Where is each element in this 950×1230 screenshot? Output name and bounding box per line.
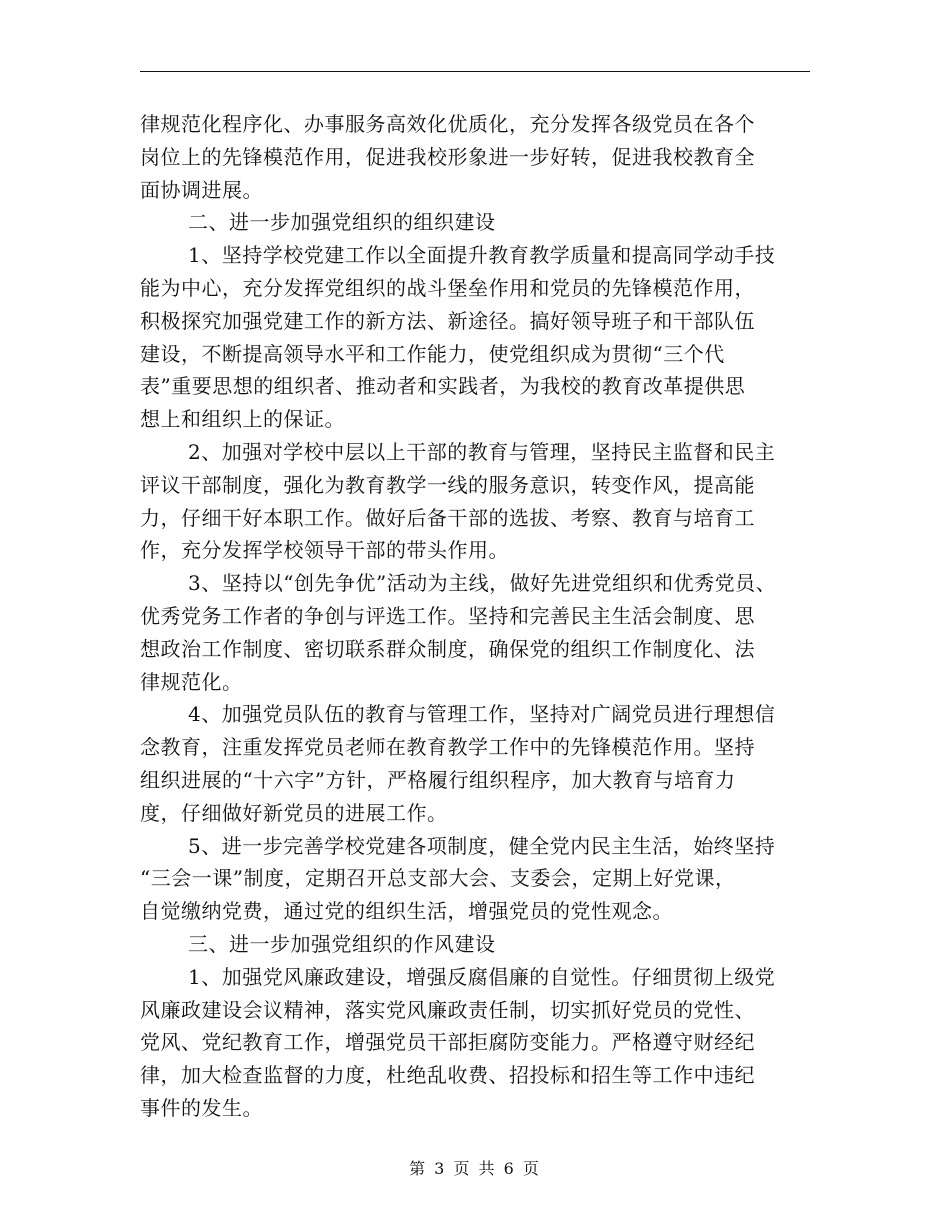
text-line: 力，仔细干好本职工作。做好后备干部的选拔、考察、教育与培育工: [140, 505, 755, 530]
section-heading: 三、进一步加强党组织的作风建设: [188, 931, 496, 956]
text-line: 组织进展的“十六字”方针，严格履行组织程序，加大教育与培育力: [140, 767, 736, 792]
text-line: 面协调进展。: [140, 177, 263, 202]
text-line: 5、进一步完善学校党建各项制度，健全党内民主生活，始终坚持: [188, 833, 776, 858]
text-line: 作，充分发挥学校领导干部的带头作用。: [140, 538, 509, 563]
text-line: 评议干部制度，强化为教育教学一线的服务意识，转变作风，提高能: [140, 472, 755, 497]
text-line: 律，加大检查监督的力度，杜绝乱收费、招投标和招生等工作中违纪: [140, 1063, 755, 1088]
text-line: 2、加强对学校中层以上干部的教育与管理，坚持民主监督和民主: [188, 439, 776, 464]
section-heading: 二、进一步加强党组织的组织建设: [188, 210, 496, 235]
document-body: [140, 108, 820, 1125]
text-line: 想政治工作制度、密切联系群众制度，确保党的组织工作制度化、法: [140, 636, 755, 661]
text-line: 建设，不断提高领导水平和工作能力，使党组织成为贯彻“三个代: [140, 341, 725, 366]
text-line: 表”重要思想的组织者、推动者和实践者，为我校的教育改革提供思: [140, 374, 746, 399]
text-line: 积极探究加强党建工作的新方法、新途径。搞好领导班子和干部队伍: [140, 308, 755, 333]
text-line: 念教育，注重发挥党员老师在教育教学工作中的先锋模范作用。坚持: [140, 735, 755, 760]
text-line: 1、坚持学校党建工作以全面提升教育教学质量和提高同学动手技: [188, 243, 776, 268]
text-line: 想上和组织上的保证。: [140, 407, 345, 432]
page-footer: 第 3 页 共 6 页: [409, 1159, 541, 1178]
text-line: 度，仔细做好新党员的进展工作。: [140, 800, 448, 825]
text-line: 能为中心，充分发挥党组织的战斗堡垒作用和党员的先锋模范作用，: [140, 275, 755, 300]
text-line: 1、加强党风廉政建设，增强反腐倡廉的自觉性。仔细贯彻上级党: [188, 964, 776, 989]
text-line: 3、坚持以“创先争优”活动为主线，做好先进党组织和优秀党员、: [188, 571, 777, 596]
text-line: 自觉缴纳党费，通过党的组织生活，增强党员的党性观念。: [140, 899, 673, 924]
header-rule: [140, 71, 810, 72]
text-line: 岗位上的先锋模范作用，促进我校形象进一步好转，促进我校教育全: [140, 144, 755, 169]
text-line: “三会一课”制度，定期召开总支部大会、支委会，定期上好党课，: [140, 866, 736, 891]
text-line: 事件的发生。: [140, 1095, 263, 1120]
text-line: 党风、党纪教育工作，增强党员干部拒腐防变能力。严格遵守财经纪: [140, 1030, 755, 1055]
text-line: 优秀党务工作者的争创与评选工作。坚持和完善民主生活会制度、思: [140, 603, 755, 628]
text-line: 律规范化。: [140, 669, 243, 694]
text-line: 律规范化程序化、办事服务高效化优质化，充分发挥各级党员在各个: [140, 112, 755, 136]
text-line: 4、加强党员队伍的教育与管理工作，坚持对广阔党员进行理想信: [188, 702, 776, 727]
text-line: 风廉政建设会议精神，落实党风廉政责任制，切实抓好党员的党性、: [140, 997, 755, 1022]
